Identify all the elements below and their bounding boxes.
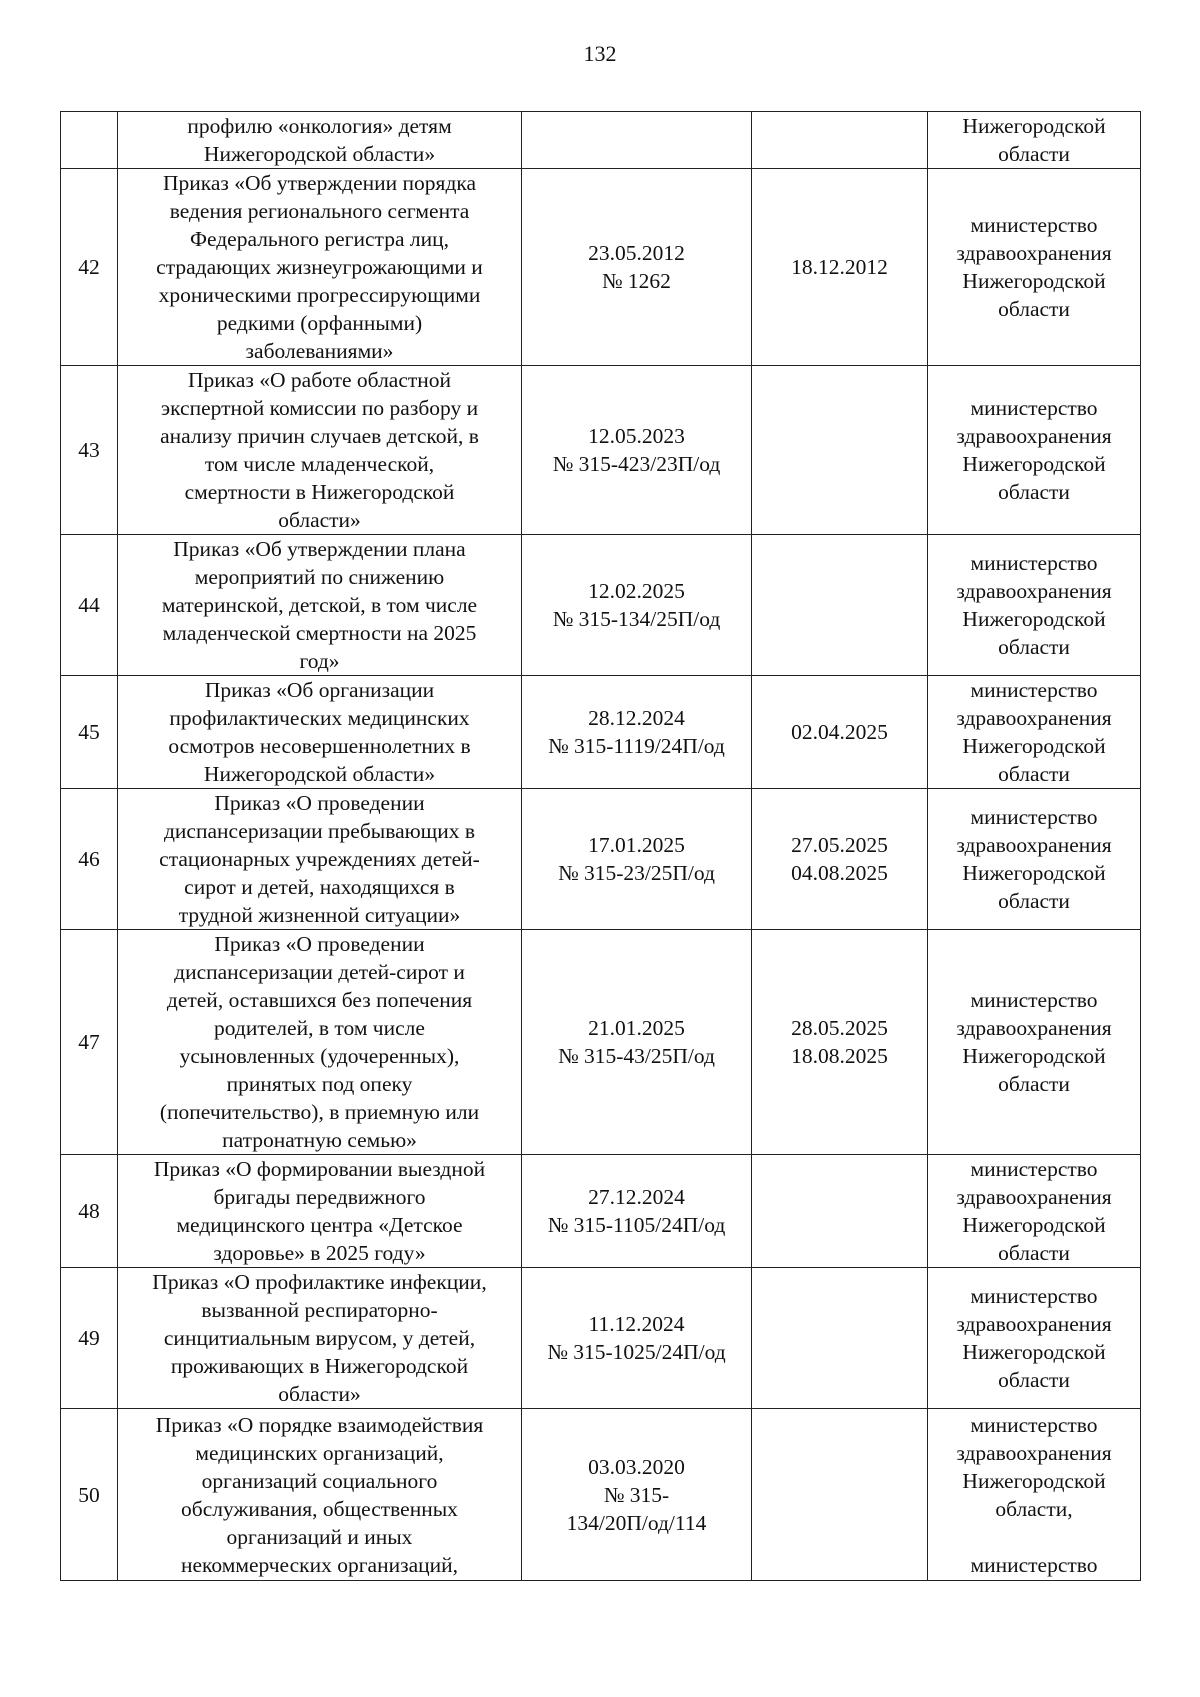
document-title-line: Приказ «О порядке взаимодействия	[155, 1412, 484, 1437]
approval-date-number-line: № 315-1025/24П/од	[547, 1340, 726, 1364]
amendment-dates-cell	[752, 930, 928, 1155]
issuing-authority-line: Нижегородской	[962, 1213, 1106, 1237]
issuing-authority-line: здравоохранения	[956, 579, 1112, 603]
document-title-line: младенческой смертности на 2025	[162, 621, 477, 645]
document-title-cell	[118, 1155, 522, 1268]
row-number-cell: 46	[61, 789, 118, 930]
amendment-dates-line: 27.05.2025	[791, 833, 888, 857]
issuing-authority-line: здравоохранения	[956, 1312, 1112, 1336]
document-title-line: Приказ «О профилактике инфекции,	[152, 1270, 487, 1294]
issuing-authority-line: области	[998, 297, 1070, 321]
amendment-dates-cell	[752, 112, 928, 169]
issuing-authority-line: Нижегородской	[962, 1468, 1106, 1493]
issuing-authority-line: здравоохранения	[956, 1016, 1112, 1040]
approval-date-number-line: 03.03.2020	[588, 1454, 685, 1479]
issuing-authority-line: министерство	[970, 1157, 1098, 1181]
approval-date-number-cell	[522, 789, 752, 930]
document-title-line: медицинского центра «Детское	[176, 1213, 463, 1237]
issuing-authority-line: области	[998, 635, 1070, 659]
approval-date-number-line: 12.05.2023	[588, 424, 685, 448]
issuing-authority-line: здравоохранения	[956, 706, 1112, 730]
document-title-line: бригады передвижного	[213, 1185, 426, 1209]
document-title-line: хроническими прогрессирующими	[158, 283, 481, 307]
document-title-line: Приказ «О проведении	[214, 791, 425, 815]
approval-date-number-line: 12.02.2025	[588, 579, 685, 603]
amendment-dates-cell	[752, 169, 928, 366]
issuing-authority-cell	[928, 535, 1141, 676]
issuing-authority-line: Нижегородской	[962, 607, 1106, 631]
document-title-line: области»	[278, 1382, 361, 1406]
issuing-authority-cell	[928, 112, 1141, 169]
issuing-authority-line: министерство	[970, 988, 1098, 1012]
document-title-line: Приказ «О проведении	[214, 932, 425, 956]
row-number-cell: 43	[61, 366, 118, 535]
document-title-cell	[118, 789, 522, 930]
approval-date-number-line: 17.01.2025	[588, 833, 685, 857]
table-row	[61, 535, 1141, 676]
row-number-cell: 50	[61, 1409, 118, 1581]
approval-date-number-line: № 315-	[603, 1482, 670, 1507]
approval-date-number-line: № 315-43/25П/од	[558, 1044, 715, 1068]
issuing-authority-cell	[928, 676, 1141, 789]
approval-date-number-cell	[522, 366, 752, 535]
issuing-authority-line: Нижегородской	[962, 1044, 1106, 1068]
approval-date-number-cell	[522, 930, 752, 1155]
issuing-authority-line: министерство	[970, 1552, 1098, 1577]
approval-date-number-line: № 315-134/25П/од	[552, 607, 721, 631]
issuing-authority-cell	[928, 1409, 1141, 1581]
issuing-authority-line: здравоохранения	[956, 424, 1112, 448]
issuing-authority-line: области,	[995, 1496, 1073, 1521]
issuing-authority-line: области	[998, 889, 1070, 913]
orders-table	[60, 111, 1141, 1581]
document-title-line: стационарных учреждениях детей-	[159, 847, 480, 871]
issuing-authority-line: Нижегородской	[962, 269, 1106, 293]
document-title-cell	[118, 366, 522, 535]
issuing-authority-line: области	[998, 142, 1070, 166]
document-title-line: (попечительство), в приемную или	[159, 1100, 480, 1124]
approval-date-number-cell	[522, 112, 752, 169]
approval-date-number-line: № 315-23/25П/од	[558, 861, 715, 885]
issuing-authority-line: Нижегородской	[962, 114, 1106, 138]
issuing-authority-line: здравоохранения	[956, 241, 1112, 265]
amendment-dates-cell	[752, 1268, 928, 1409]
amendment-dates-cell	[752, 676, 928, 789]
document-title-line: осмотров несовершеннолетних в	[168, 734, 471, 758]
approval-date-number-line: № 1262	[602, 269, 671, 293]
amendment-dates-cell	[752, 789, 928, 930]
row-number-cell: 47	[61, 930, 118, 1155]
document-title-line: родителей, в том числе	[214, 1016, 425, 1040]
issuing-authority-cell	[928, 1268, 1141, 1409]
issuing-authority-cell	[928, 1155, 1141, 1268]
row-number-cell: 44	[61, 535, 118, 676]
issuing-authority-line: области	[998, 1368, 1070, 1392]
approval-date-number-line: 21.01.2025	[588, 1016, 685, 1040]
document-title-line: усыновленных (удочеренных),	[179, 1044, 460, 1068]
document-title-line: экспертной комиссии по разбору и	[160, 396, 479, 420]
issuing-authority-line: министерство	[970, 396, 1098, 420]
document-title-line: материнской, детской, в том числе	[161, 593, 478, 617]
document-title-line: Приказ «О работе областной	[187, 368, 452, 392]
document-title-cell	[118, 112, 522, 169]
issuing-authority-line: министерство	[970, 551, 1098, 575]
page-number: 132	[583, 41, 617, 66]
approval-date-number-cell	[522, 1268, 752, 1409]
document-title-line: Нижегородской области»	[203, 142, 436, 166]
document-title-cell	[118, 535, 522, 676]
issuing-authority-line: министерство	[970, 1412, 1098, 1437]
document-title-cell	[118, 676, 522, 789]
issuing-authority-line: Нижегородской	[962, 734, 1106, 758]
document-title-line: редкими (орфанными)	[216, 311, 423, 335]
approval-date-number-cell	[522, 535, 752, 676]
approval-date-number-line: № 315-1119/24П/од	[548, 734, 725, 758]
document-title-line: заболеваниями»	[245, 339, 394, 363]
amendment-dates-line: 28.05.2025	[791, 1016, 888, 1040]
issuing-authority-line: Нижегородской	[962, 452, 1106, 476]
issuing-authority-line: здравоохранения	[956, 1440, 1112, 1465]
document-title-line: год»	[299, 649, 340, 673]
table-row	[61, 112, 1141, 169]
document-title-line: диспансеризации пребывающих в	[163, 819, 476, 843]
document-title-line: принятых под опеку	[226, 1072, 413, 1096]
table-row	[61, 366, 1141, 535]
amendment-dates-line: 04.08.2025	[791, 861, 888, 885]
issuing-authority-line	[932, 1523, 1136, 1551]
document-title-line: обслуживания, общественных	[181, 1496, 458, 1521]
approval-date-number-line: № 315-423/23П/од	[552, 452, 721, 476]
issuing-authority-line: области	[998, 1241, 1070, 1265]
issuing-authority-line: министерство	[970, 213, 1098, 237]
approval-date-number-cell	[522, 169, 752, 366]
approval-date-number-cell	[522, 676, 752, 789]
document-title-cell	[118, 1268, 522, 1409]
document-title-line: диспансеризации детей-сирот и	[174, 960, 465, 984]
orders-table-body	[61, 112, 1141, 1581]
document-title-line: Приказ «Об организации	[204, 678, 435, 702]
amendment-dates-line: 18.12.2012	[791, 255, 888, 279]
row-number-cell: 49	[61, 1268, 118, 1409]
document-title-line: Федерального регистра лиц,	[189, 227, 449, 251]
table-row	[61, 1268, 1141, 1409]
row-number-cell: 42	[61, 169, 118, 366]
approval-date-number-line: № 315-1105/24П/од	[547, 1213, 726, 1237]
approval-date-number-line: 134/20П/од/114	[566, 1510, 707, 1535]
document-title-cell	[118, 930, 522, 1155]
table-row	[61, 676, 1141, 789]
amendment-dates-cell	[752, 1409, 928, 1581]
document-title-line: страдающих жизнеугрожающими и	[156, 255, 483, 279]
document-title-line: трудной жизненной ситуации»	[178, 903, 461, 927]
document-title-line: мероприятий по снижению	[194, 565, 445, 589]
document-title-line: Приказ «О формировании выездной	[153, 1157, 486, 1181]
table-row	[61, 169, 1141, 366]
issuing-authority-line: здравоохранения	[956, 1185, 1112, 1209]
approval-date-number-cell	[522, 1409, 752, 1581]
table-row	[61, 930, 1141, 1155]
issuing-authority-line: министерство	[970, 805, 1098, 829]
document-title-line: детей, оставшихся без попечения	[166, 988, 473, 1012]
document-title-line: профилю «онкология» детям	[187, 114, 452, 138]
row-number-cell: 48	[61, 1155, 118, 1268]
issuing-authority-line: Нижегородской	[962, 1340, 1106, 1364]
table-row	[61, 789, 1141, 930]
issuing-authority-line: области	[998, 1072, 1070, 1096]
approval-date-number-line: 28.12.2024	[588, 706, 685, 730]
issuing-authority-cell	[928, 366, 1141, 535]
approval-date-number-cell	[522, 1155, 752, 1268]
amendment-dates-line: 02.04.2025	[791, 720, 888, 744]
approval-date-number-line: 27.12.2024	[588, 1185, 685, 1209]
amendment-dates-cell	[752, 1155, 928, 1268]
issuing-authority-line: Нижегородской	[962, 861, 1106, 885]
document-title-cell	[118, 169, 522, 366]
issuing-authority-cell	[928, 930, 1141, 1155]
document-title-line: Нижегородской области»	[203, 762, 436, 786]
table-row	[61, 1409, 1141, 1581]
document-title-line: проживающих в Нижегородской	[170, 1354, 469, 1378]
document-title-line: вызванной респираторно-	[201, 1298, 438, 1322]
amendment-dates-cell	[752, 366, 928, 535]
issuing-authority-line: здравоохранения	[956, 833, 1112, 857]
document-title-line: медицинских организаций,	[195, 1440, 444, 1465]
row-number-cell: 45	[61, 676, 118, 789]
issuing-authority-line: министерство	[970, 1284, 1098, 1308]
row-number-cell	[61, 112, 118, 169]
approval-date-number-line: 11.12.2024	[588, 1312, 685, 1336]
document-title-line: организаций и иных	[226, 1524, 413, 1549]
issuing-authority-line: области	[998, 480, 1070, 504]
document-title-line: области»	[278, 508, 361, 532]
issuing-authority-line: области	[998, 762, 1070, 786]
approval-date-number-line: 23.05.2012	[588, 241, 685, 265]
table-row	[61, 1155, 1141, 1268]
document-title-line: ведения регионального сегмента	[169, 199, 470, 223]
document-title-line: анализу причин случаев детской, в	[160, 424, 479, 448]
document-title-cell	[118, 1409, 522, 1581]
amendment-dates-cell	[752, 535, 928, 676]
document-title-line: патронатную семью»	[222, 1128, 417, 1152]
document-title-line: Приказ «Об утверждении плана	[173, 537, 466, 561]
issuing-authority-line: министерство	[970, 678, 1098, 702]
document-title-line: смертности в Нижегородской	[184, 480, 455, 504]
document-title-line: том числе младенческой,	[204, 452, 435, 476]
document-title-line: синцитиальным вирусом, у детей,	[163, 1326, 476, 1350]
document-title-line: организаций социального	[201, 1468, 438, 1493]
document-title-line: здоровье» в 2025 году»	[213, 1241, 426, 1265]
document-title-line: сирот и детей, находящихся в	[184, 875, 455, 899]
issuing-authority-cell	[928, 169, 1141, 366]
amendment-dates-line: 18.08.2025	[791, 1044, 888, 1068]
document-title-line: некоммерческих организаций,	[180, 1552, 459, 1577]
issuing-authority-cell	[928, 789, 1141, 930]
document-title-line: Приказ «Об утверждении порядка	[162, 171, 477, 195]
document-title-line: профилактических медицинских	[169, 706, 470, 730]
